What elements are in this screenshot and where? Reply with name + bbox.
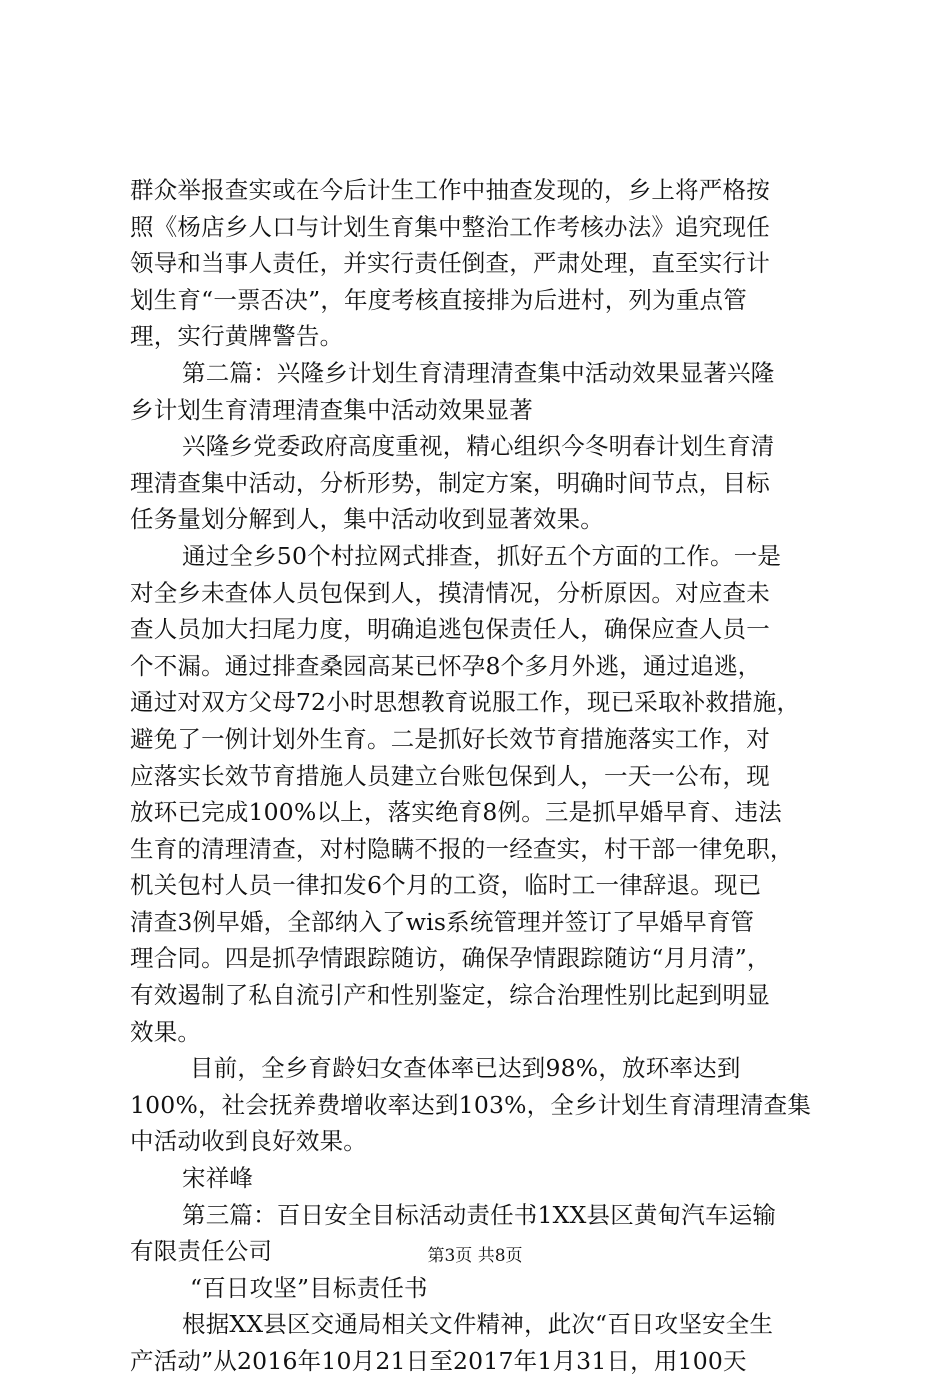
text-line: 根据XX县区交通局相关文件精神，此次“百日攻坚安全生: [182, 1310, 774, 1339]
text-line: 通过对双方父母72小时思想教育说服工作，现已采取补救措施，: [130, 688, 801, 717]
section-heading: 第二篇：兴隆乡计划生育清理清查集中活动效果显著兴隆: [182, 358, 775, 387]
text-line: 划生育“一票否决”，年度考核直接排为后进村，列为重点管: [130, 285, 747, 314]
text-line: 通过全乡50个村拉网式排查，抓好五个方面的工作。一是: [182, 541, 782, 570]
text-line: 机关包村人员一律扣发6个月的工资，临时工一律辞退。现已: [130, 871, 762, 900]
text-line: 有效遏制了私自流引产和性别鉴定，综合治理性别比起到明显: [130, 981, 770, 1010]
text-line: 查人员加大扫尾力度，明确追逃包保责任人，确保应查人员一: [130, 615, 770, 644]
text-line: 群众举报查实或在今后计生工作中抽查发现的，乡上将严格按: [130, 176, 770, 204]
document-body: [130, 172, 830, 1380]
author-signature: 宋祥峰: [182, 1164, 254, 1193]
section-heading: 第三篇：百日安全目标活动责任书1XX县区黄甸汽车运输: [182, 1200, 777, 1229]
text-line: 放环已完成100%以上，落实绝育8例。三是抓早婚早育、违法: [130, 798, 782, 827]
text-line: 任务量划分解到人，集中活动收到显著效果。: [130, 505, 604, 534]
text-line: 产活动”从2016年10月21日至2017年1月31日，用100天: [130, 1347, 747, 1375]
text-line: 理清查集中活动，分析形势，制定方案，明确时间节点，目标: [130, 468, 770, 497]
text-line: 理合同。四是抓孕情跟踪随访，确保孕情跟踪随访“月月清”，: [130, 944, 771, 973]
text-line: 目前，全乡育龄妇女查体率已达到98%，放环率达到: [190, 1054, 741, 1083]
text-line: 领导和当事人责任，并实行责任倒查，严肃处理，直至实行计: [130, 249, 770, 278]
text-line: 应落实长效节育措施人员建立台账包保到人，一天一公布，现: [130, 761, 770, 790]
text-line: 照《杨店乡人口与计划生育集中整治工作考核办法》追究现任: [130, 212, 770, 241]
text-line: 效果。: [130, 1017, 202, 1046]
document-subtitle: “百日攻坚”目标责任书: [190, 1273, 428, 1302]
page-number-footer: 第3页 共8页: [427, 1246, 523, 1266]
text-line: 100%，社会抚养费增收率达到103%，全乡计划生育清理清查集: [130, 1090, 812, 1119]
text-line: 避免了一例计划外生育。二是抓好长效节育措施落实工作，对: [130, 724, 770, 753]
text-line: 清查3例早婚，全部纳入了wis系统管理并签订了早婚早育管: [130, 907, 755, 936]
text-line: 生育的清理清查，对村隐瞒不报的一经查实，村干部一律免职，: [130, 834, 794, 863]
text-line: 对全乡未查体人员包保到人，摸清情况，分析原因。对应查未: [130, 578, 770, 607]
text-line: 理，实行黄牌警告。: [130, 322, 344, 351]
text-line: 兴隆乡党委政府高度重视，精心组织今冬明春计划生育清: [182, 432, 775, 461]
text-line: 中活动收到良好效果。: [130, 1127, 367, 1156]
text-line: 个不漏。通过排查桑园高某已怀孕8个多月外逃，通过追逃，: [130, 651, 762, 680]
section-heading-continued: 乡计划生育清理清查集中活动效果显著: [130, 395, 533, 424]
section-heading-continued: 有限责任公司: [130, 1237, 273, 1266]
